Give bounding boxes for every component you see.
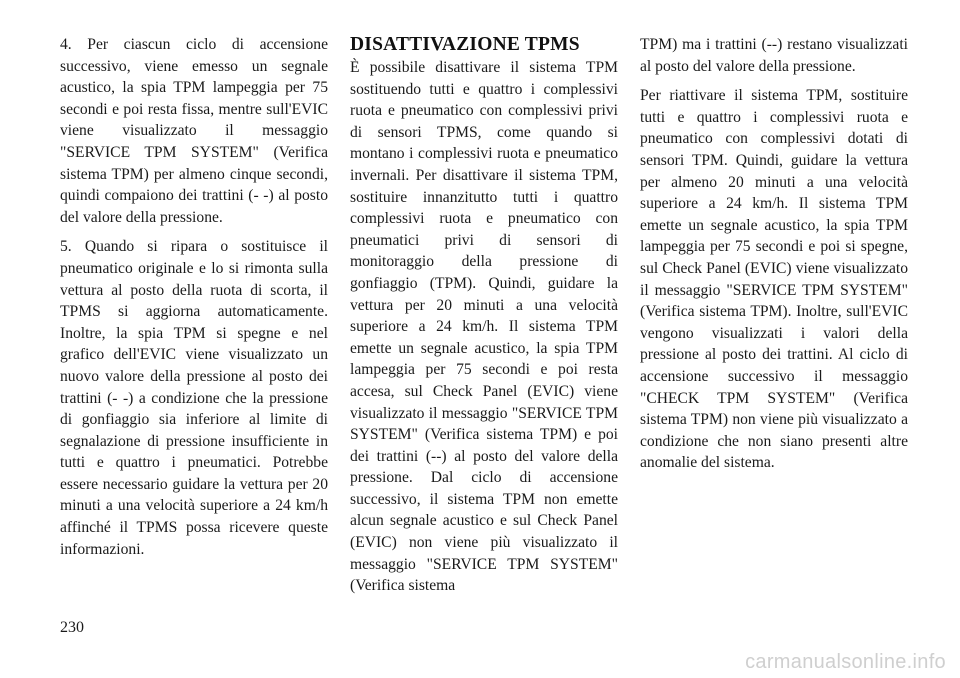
page-number: 230 — [60, 619, 84, 636]
text-column-right — [640, 34, 908, 482]
paragraph-reactivate-tpms: Per riattivare il sistema TPM, sostituire tutti e quattro i complessivi ruota e pneumatico con complessivi dotati di sensori TPM. Quindi, guidare la vettura per almeno 20 minuti a una velocità superiore a 24 km/h. Il sistema TPM emette un segnale acustico, la spia TPM lampeggia per 75 secondi e poi si spegne, sul Check Panel (EVIC) viene visualizzato il messaggio "SERVICE TPM SYSTEM" (Verifica sistema TPM). Inoltre, sull'EVIC vengono visualizzati i valori della pressione al posto dei trattini. Al ciclo di accensione successivo il messaggio "CHECK TPM SYSTEM" (Verifica sistema TPM) non viene più visualizzato a condizione che non siano presenti altre anomalie del sistema. — [640, 87, 908, 472]
paragraph-step-4: 4. Per ciascun ciclo di accensione successivo, viene emesso un segnale acustico, la spia TPM lampeggia per 75 secondi e poi resta fissa, mentre sull'EVIC viene visualizzato il messaggio "SERVICE TPM SYSTEM" (Verifica sistema TPM) per almeno cinque secondi, quindi compaiono dei trattini (- -) al posto del valore della pressione. — [60, 36, 328, 226]
section-heading: DISATTIVAZIONE TPMS — [350, 34, 580, 55]
text-column-left — [60, 34, 328, 568]
paragraph-step-5: 5. Quando si ripara o sostituisce il pneumatico originale e lo si rimonta sulla vettura al posto della ruota di scorta, il TPMS si aggiorna automaticamente. Inoltre, la spia TPM si spegne e nel grafico dell'EVIC viene visualizzato un nuovo valore della pressione al posto dei trattini (- -) a condizione che la pressione di gonfiaggio sia inferiore al limite di segnalazione di pressione insufficiente in tutti e quattro i pneumatici. Potrebbe essere necessario guidare la vettura per 20 minuti a una velocità superiore a 24 km/h affinché il TPMS possa ricevere queste informazioni. — [60, 238, 328, 558]
text-column-middle — [350, 34, 618, 605]
paragraph-continuation: TPM) ma i trattini (--) restano visualizzati al posto del valore della pressione. — [640, 36, 908, 75]
paragraph-disable-tpms: È possibile disattivare il sistema TPM sostituendo tutti e quattro i complessivi ruota e pneumatico con complessivi privi di sensori TPMS, come quando si montano i complessivi ruota e pneumatico invernali. Per disattivare il sistema TPM, sostituire innanzitutto tutti i quattro complessivi ruota e pneumatico con pneumatici privi di sensori di monitoraggio della pressione di gonfiaggio (TPM). Quindi, guidare la vettura per 20 minuti a una velocità superiore a 24 km/h. Il sistema TPM emette un segnale acustico, la spia TPM lampeggia per 75 secondi e poi resta accesa, sul Check Panel (EVIC) viene visualizzato il messaggio "SERVICE TPM SYSTEM" (Verifica sistema TPM) e poi dei trattini (--) al posto del valore della pressione. Dal ciclo di accensione successivo, il sistema TPM non emette alcun segnale acustico e sul Check Panel (EVIC) non viene più visualizzato il messaggio "SERVICE TPM SYSTEM" (Verifica sistema — [350, 59, 618, 595]
watermark: carmanualsonline.info — [745, 651, 946, 673]
